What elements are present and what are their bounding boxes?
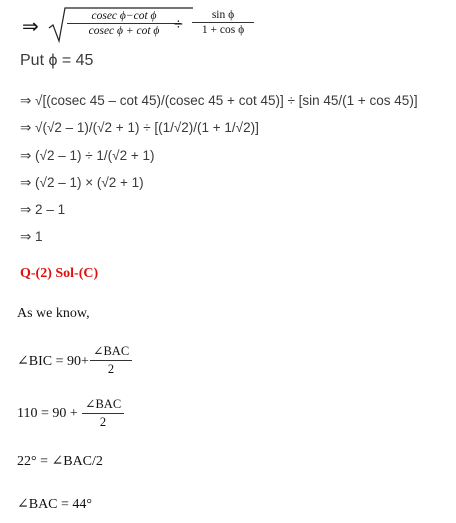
q2-heading: Q-(2) Sol-(C)	[20, 266, 99, 281]
eq2-left: 110 = 90 +	[17, 406, 78, 421]
as-we-know: As we know,	[17, 306, 90, 321]
step-line: ⇒ (√2 – 1) ÷ 1/(√2 + 1)	[20, 148, 155, 163]
step-line: ⇒ √(√2 – 1)/(√2 + 1) ÷ [(1/√2)/(1 + 1/√2)]	[20, 120, 259, 135]
eq2-fraction	[82, 396, 124, 430]
radicand-fraction	[67, 10, 181, 37]
equation-bac: ∠BAC = 44°	[17, 497, 93, 512]
rhs-numerator: sin ϕ	[192, 9, 254, 23]
step-line: ⇒ √[(cosec 45 – cot 45)/(cosec 45 + cot 45)] ÷ [sin 45/(1 + cos 45)]	[20, 93, 418, 108]
eq1-fraction	[90, 343, 132, 377]
put-line: Put ϕ = 45	[20, 52, 94, 69]
eq1-left: ∠BIC = 90+	[17, 354, 89, 369]
eq1-denominator: 2	[107, 362, 115, 376]
eq2-denominator: 2	[99, 415, 107, 429]
radicand-numerator: cosec ϕ−cot ϕ	[67, 10, 181, 24]
eq1-numerator: ∠BAC	[90, 343, 132, 361]
implies-arrow: ⇒	[22, 16, 39, 38]
radicand-denominator: cosec ϕ + cot ϕ	[88, 25, 160, 37]
step-line: ⇒ 1	[20, 229, 43, 244]
eq2-numerator: ∠BAC	[82, 396, 124, 414]
divide-sign: ÷	[174, 16, 183, 33]
rhs-fraction	[192, 9, 254, 36]
rhs-denominator: 1 + cos ϕ	[201, 24, 245, 36]
step-line: ⇒ 2 – 1	[20, 202, 66, 217]
equation-22: 22° = ∠BAC/2	[17, 454, 103, 469]
step-line: ⇒ (√2 – 1) × (√2 + 1)	[20, 175, 144, 190]
